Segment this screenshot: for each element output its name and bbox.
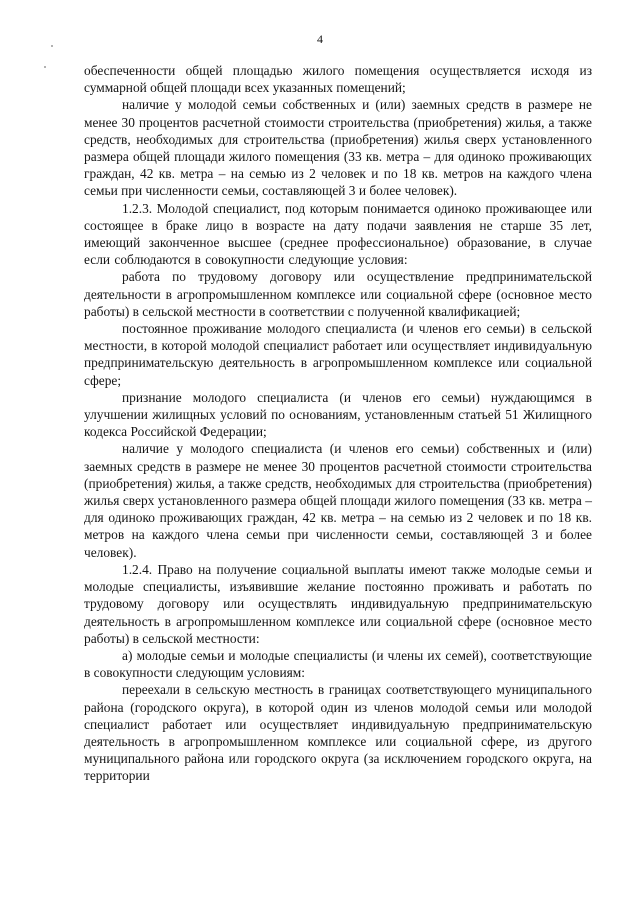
scan-speck (44, 66, 46, 68)
paragraph-residence-condition: постоянное проживание молодого специалиста (и членов его семьи) в сельской местности, в которой молодой специалист работает или осуществляет индивидуальную предпринимательскую деятельность в агропромышленном комплексе или социальной сфере; (84, 321, 592, 388)
paragraph-relocation-condition: переехали в сельскую местность в границах соответствующего муниципального района (городского округа), в которой один из членов молодой семьи или молодой специалист работает или осуществляет индивидуальную предпринимательскую деятельность в агропромышленном комплексе или социальной сфере, из другого муниципального района или городского округа (за исключением городского округа, на территории (84, 682, 592, 784)
paragraph-subitem-a: а) молодые семьи и молодые специалисты (и члены их семей), соответствующие в совокупности следующим условиям: (84, 647, 592, 681)
document-body (84, 62, 592, 785)
paragraph-living-area-continuation: обеспеченности общей площадью жилого помещения осуществляется исходя из суммарной общей площади всех указанных помещений; (84, 63, 592, 96)
paragraph-young-specialist-definition: 1.2.3. Молодой специалист, под которым понимается одиноко проживающее или состоящее в браке лицо в возрасте на дату подачи заявления не старше 35 лет, имеющий законченное высшее (среднее профессиональное) образование, в случае если соблюдаются в совокупности следующие условия: (84, 200, 592, 268)
page-number: 4 (317, 32, 323, 46)
paragraph-right-to-payment: 1.2.4. Право на получение социальной выплаты имеют также молодые семьи и молодые специалисты, изъявившие желание постоянно проживать и работать по трудовому договору или осуществлять индивидуальную предпринимательскую деятельность в агропромышленном комплексе или социальной сфере (основное место работы) в сельской местности: (84, 561, 592, 646)
scan-speck (51, 45, 53, 47)
paragraph-specialist-funds-condition: наличие у молодого специалиста (и членов его семьи) собственных и (или) заемных средств в размере не менее 30 процентов расчетной стоимости строительства (приобретения) жилья, а также средств, необходимых для строительства (приобретения) жилья сверх установленного размера общей площади жилого помещения (33 кв. метра – для одиноко проживающих граждан, 42 кв. метра – на семью из 2 человек и по 18 кв. метров на каждого члена семьи при численности семьи, составляющей 3 и более человек). (84, 441, 592, 560)
paragraph-family-funds-condition: наличие у молодой семьи собственных и (или) заемных средств в размере не менее 30 процентов расчетной стоимости строительства (приобретения) жилья, а также средств, необходимых для строительства (приобретения) жилья сверх установленного размера общей площади жилого помещения (33 кв. метра – для одиноко проживающих граждан, 42 кв. метра – на семью из 2 человек и по 18 кв. метров на каждого члена семьи при численности семьи, составляющей 3 и более человек). (84, 97, 592, 199)
paragraph-housing-need-condition: признание молодого специалиста (и членов его семьи) нуждающимся в улучшении жилищных условий по основаниям, установленным статьей 51 Жилищного кодекса Российской Федерации; (84, 389, 592, 440)
paragraph-employment-condition: работа по трудовому договору или осуществление предпринимательской деятельности в агропромышленном комплексе или социальной сфере (основное место работы) в сельской местности в соответствии с полученной квалификацией; (84, 269, 592, 319)
